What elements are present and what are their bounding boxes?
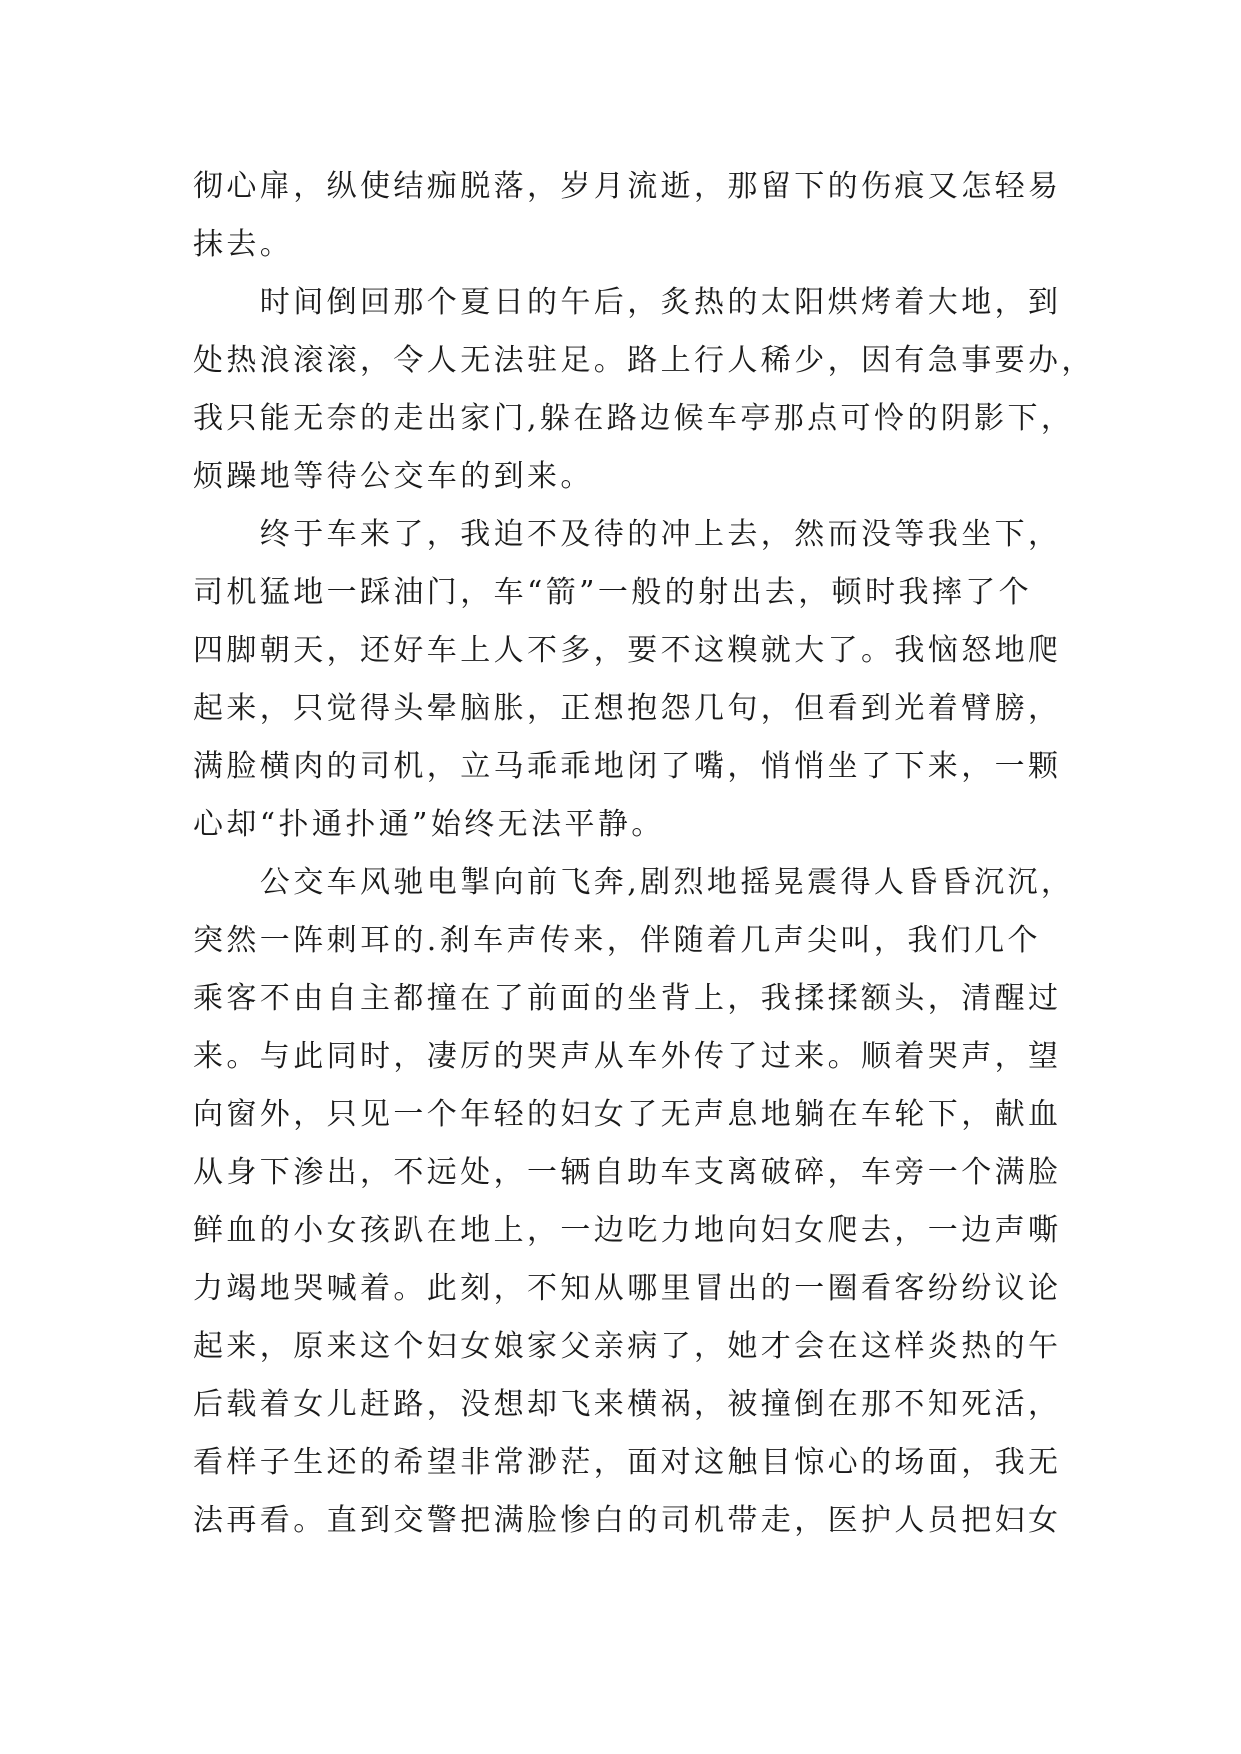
text-line: 处热浪滚滚，令人无法驻足。路上行人稀少，因有急事要办，	[193, 343, 1095, 378]
text-line: 满脸横肉的司机，立马乖乖地闭了嘴，悄悄坐了下来，一颗	[193, 749, 1062, 784]
text-line: 时间倒回那个夏日的午后，炙热的太阳烘烤着大地，到	[193, 285, 1062, 320]
text-line: 鲜血的小女孩趴在地上，一边吃力地向妇女爬去，一边声嘶	[193, 1213, 1062, 1248]
text-line: 向窗外，只见一个年轻的妇女了无声息地躺在车轮下，献血	[193, 1097, 1062, 1132]
text-line: 抹去。	[193, 227, 294, 262]
text-line: 法再看。直到交警把满脸惨白的司机带走，医护人员把妇女	[193, 1503, 1062, 1538]
body-text	[193, 158, 1095, 1550]
text-line: 看样子生还的希望非常渺茫，面对这触目惊心的场面，我无	[193, 1445, 1062, 1480]
text-line: 司机猛地一踩油门，车“箭”一般的射出去，顿时我摔了个	[193, 575, 1033, 610]
text-line: 起来，只觉得头晕脑胀，正想抱怨几句，但看到光着臂膀，	[193, 691, 1062, 726]
text-line: 乘客不由自主都撞在了前面的坐背上，我揉揉额头，清醒过	[193, 981, 1062, 1016]
text-line: 彻心扉，纵使结痂脱落，岁月流逝，那留下的伤痕又怎轻易	[193, 169, 1062, 204]
text-line: 从身下渗出，不远处，一辆自助车支离破碎，车旁一个满脸	[193, 1155, 1062, 1190]
text-line: 四脚朝天，还好车上人不多，要不这糗就大了。我恼怒地爬	[193, 633, 1062, 668]
text-line: 烦躁地等待公交车的到来。	[193, 459, 594, 494]
text-line: 公交车风驰电掣向前飞奔,剧烈地摇晃震得人昏昏沉沉，	[193, 865, 1075, 900]
text-line: 起来，原来这个妇女娘家父亲病了，她才会在这样炎热的午	[193, 1329, 1062, 1364]
text-line: 心却“扑通扑通”始终无法平静。	[193, 807, 665, 842]
text-line: 力竭地哭喊着。此刻，不知从哪里冒出的一圈看客纷纷议论	[193, 1271, 1062, 1306]
text-line: 终于车来了，我迫不及待的冲上去，然而没等我坐下，	[193, 517, 1062, 552]
text-line: 我只能无奈的走出家门,躲在路边候车亭那点可怜的阴影下，	[193, 401, 1075, 436]
text-line: 突然一阵刺耳的.刹车声传来，伴随着几声尖叫，我们几个	[193, 923, 1041, 958]
text-line: 来。与此同时，凄厉的哭声从车外传了过来。顺着哭声，望	[193, 1039, 1062, 1074]
text-line: 后载着女儿赶路，没想却飞来横祸，被撞倒在那不知死活，	[193, 1387, 1062, 1422]
